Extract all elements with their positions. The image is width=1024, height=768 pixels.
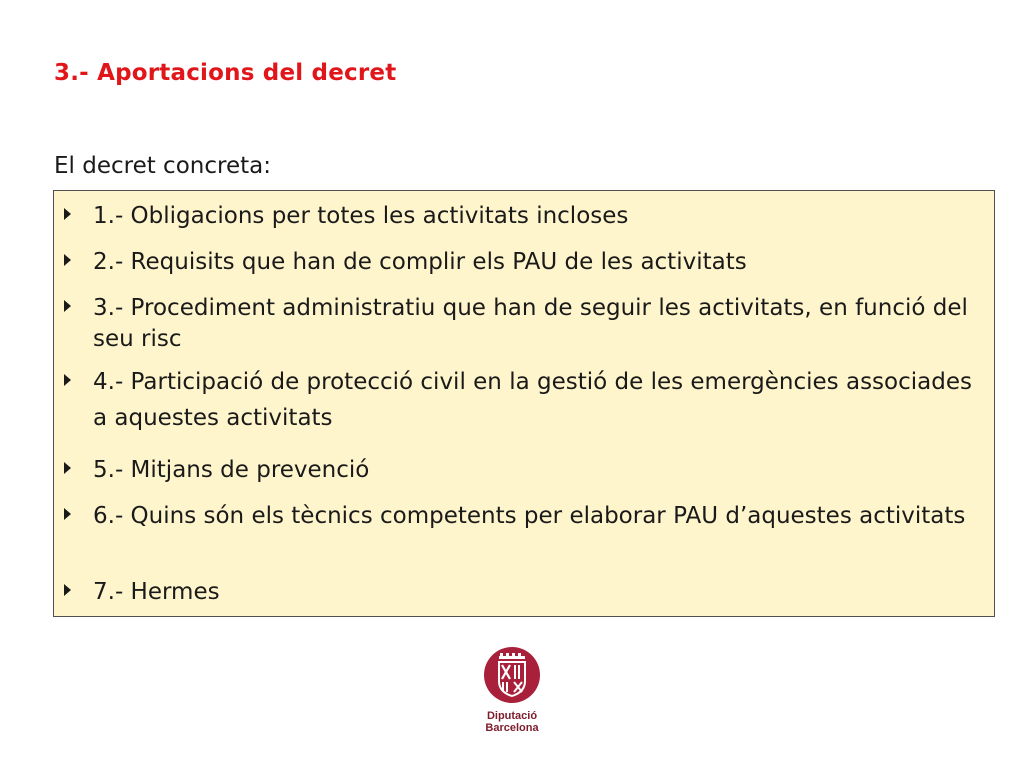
diputacio-barcelona-emblem-icon (483, 646, 541, 704)
triangle-bullet-icon (64, 300, 71, 312)
slide-title: 3.- Aportacions del decret (54, 60, 397, 86)
triangle-bullet-icon (64, 462, 71, 474)
logo-name-line1: Diputació (486, 710, 538, 722)
list-item-text: 4.- Participació de protecció civil en la gestió de les emergències associades a aquestes activitats (93, 369, 972, 431)
list-item-text: 7.- Hermes (93, 579, 220, 605)
list-box (53, 190, 995, 617)
logo-name-line2: Barcelona (485, 722, 539, 734)
intro-text: El decret concreta: (54, 153, 271, 179)
triangle-bullet-icon (64, 374, 71, 386)
list-item-text: 5.- Mitjans de prevenció (93, 457, 370, 483)
diputacio-barcelona-logo (476, 646, 548, 738)
triangle-bullet-icon (64, 508, 71, 520)
list-item-text: 2.- Requisits que han de complir els PAU de les activitats (93, 249, 747, 275)
list-item-text: 6.- Quins són els tècnics competents per elaborar PAU d’aquestes activitats (93, 503, 966, 529)
list-item-text: 1.- Obligacions per totes les activitats incloses (93, 203, 629, 229)
triangle-bullet-icon (64, 584, 71, 596)
list-item-text: 3.- Procediment administratiu que han de seguir les activitats, en funció del seu risc (93, 295, 968, 352)
triangle-bullet-icon (64, 254, 71, 266)
triangle-bullet-icon (64, 208, 71, 220)
bullet-list (54, 191, 994, 616)
